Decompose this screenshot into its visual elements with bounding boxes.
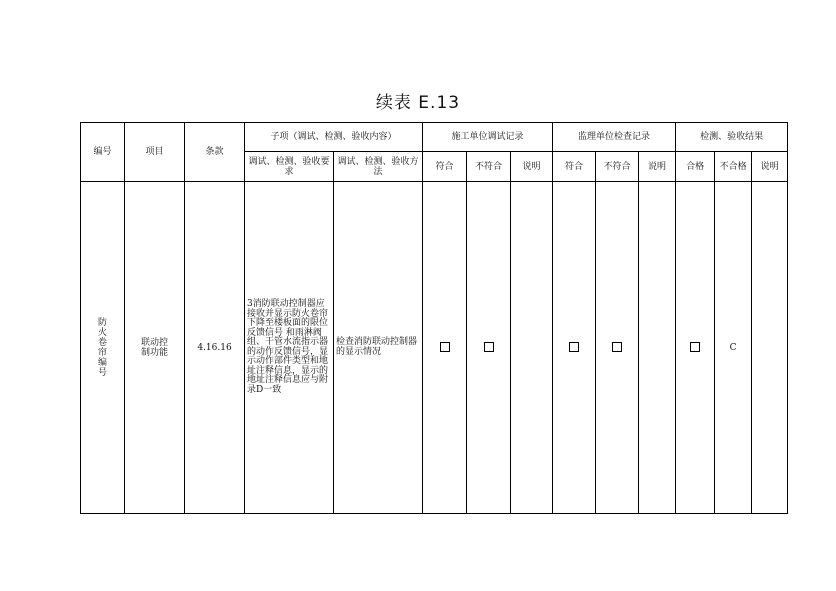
- header-result-pass: 合格: [676, 152, 715, 182]
- checkbox-supervision-conform[interactable]: [569, 342, 579, 352]
- cell-supervision-conform: [553, 182, 596, 514]
- header-result-fail: 不合格: [715, 152, 752, 182]
- header-construction-nonconform: 不符合: [467, 152, 511, 182]
- cell-result-note: [752, 182, 788, 514]
- cell-clause: 4.16.16: [185, 182, 245, 514]
- header-item: 项目: [125, 123, 185, 182]
- cell-no: [81, 182, 125, 514]
- cell-supervision-note: [639, 182, 676, 514]
- header-construction-conform: 符合: [423, 152, 467, 182]
- page-title: 续表 E.13: [375, 93, 461, 113]
- header-result-note: 说明: [752, 152, 788, 182]
- cell-construction-conform: [423, 182, 467, 514]
- cell-supervision-nonconform: [596, 182, 639, 514]
- inspection-table: [80, 122, 788, 514]
- header-supervision-conform: 符合: [553, 152, 596, 182]
- cell-requirement: 3消防联动控制器应接收并显示防火卷帘下降至楼板面的限位反馈信号 和雨淋阀组、干管水流指示器的动作反馈信号，显示动作部件类型和地址注释信息，显示的地址注释信息应与附录D一致: [245, 182, 334, 514]
- header-supervision-nonconform: 不符合: [596, 152, 639, 182]
- checkbox-result-pass[interactable]: [690, 342, 700, 352]
- header-method: 调试、检测、验收方法: [334, 152, 423, 182]
- header-result: 检测、验收结果: [676, 123, 788, 152]
- header-requirement: 调试、检测、验收要求: [245, 152, 334, 182]
- row-item-text: 联动控制功能: [140, 337, 168, 358]
- header-construction-record: 施工单位调试记录: [423, 123, 553, 152]
- row-no-text: 防火卷帘编号: [97, 317, 107, 378]
- header-construction-note: 说明: [511, 152, 553, 182]
- cell-construction-note: [511, 182, 553, 514]
- cell-item: [125, 182, 185, 514]
- cell-method: 检查消防联动控制器的显示情况: [334, 182, 423, 514]
- cell-result-fail: C: [715, 182, 752, 514]
- checkbox-supervision-nonconform[interactable]: [612, 342, 622, 352]
- header-supervision-record: 监理单位检查记录: [553, 123, 676, 152]
- cell-construction-nonconform: [467, 182, 511, 514]
- cell-result-pass: [676, 182, 715, 514]
- header-supervision-note: 说明: [639, 152, 676, 182]
- checkbox-construction-conform[interactable]: [440, 342, 450, 352]
- header-no: 编号: [81, 123, 125, 182]
- header-clause: 条款: [185, 123, 245, 182]
- checkbox-construction-nonconform[interactable]: [484, 342, 494, 352]
- header-subitem: 子项（调试、检测、验收内容）: [245, 123, 423, 152]
